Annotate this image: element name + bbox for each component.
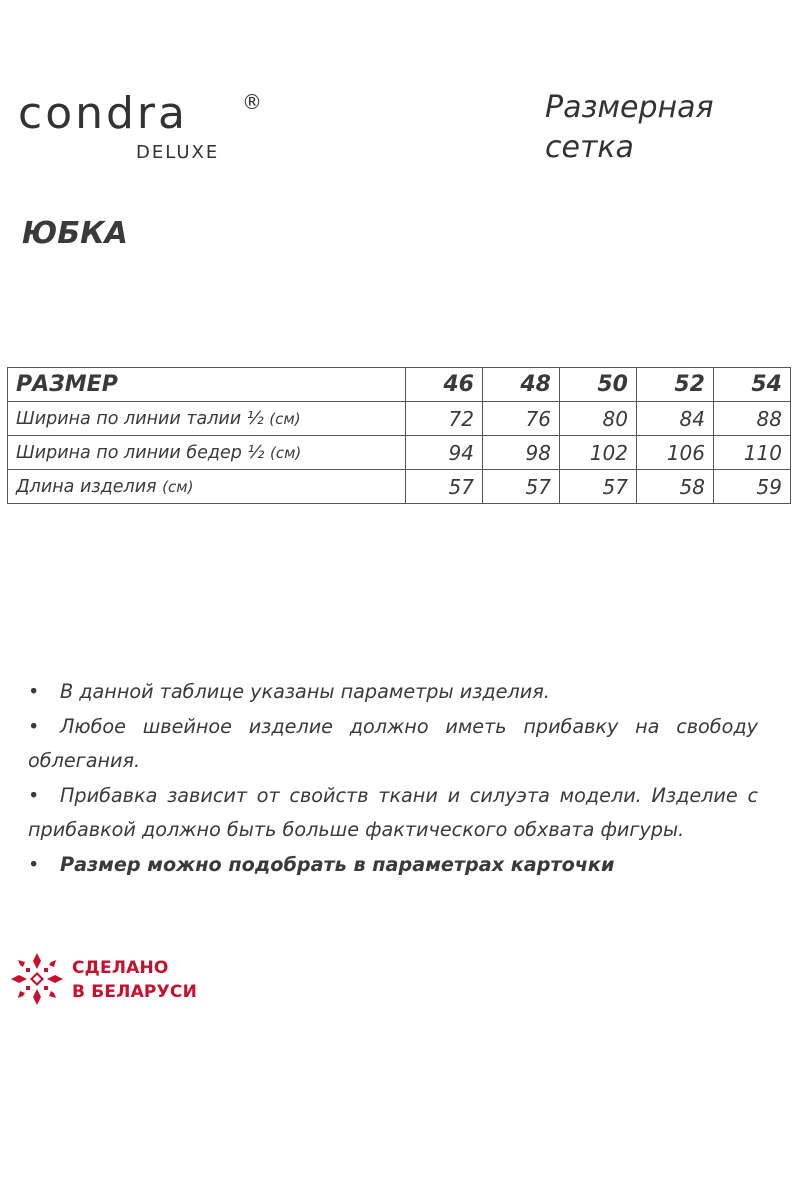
- row-unit: (см): [269, 409, 301, 428]
- size-table: [7, 367, 791, 504]
- made-in-line-1: СДЕЛАНО: [72, 958, 169, 978]
- row-label-cell: [8, 402, 406, 436]
- size-header-label: РАЗМЕР: [8, 368, 406, 402]
- bullet-icon: •: [28, 783, 40, 807]
- brand-line: DELUXE: [136, 142, 220, 163]
- table-cell: 94: [406, 436, 483, 470]
- table-row: [8, 436, 791, 470]
- note-text: Любое швейное изделие должно иметь прибавку на свободу облегания.: [28, 714, 758, 772]
- table-row: [8, 402, 791, 436]
- list-item: [28, 848, 758, 883]
- table-cell: 57: [560, 470, 637, 504]
- brand-name: condra: [18, 88, 188, 139]
- table-cell: 57: [406, 470, 483, 504]
- size-header-cell: 54: [714, 368, 791, 402]
- list-item: [28, 710, 758, 779]
- size-header-cell: 46: [406, 368, 483, 402]
- table-cell: 58: [637, 470, 714, 504]
- list-item: [28, 779, 758, 848]
- page-title-line-2: сетка: [545, 130, 634, 165]
- row-label: Длина изделия: [16, 476, 157, 497]
- note-text: Размер можно подобрать в параметрах карточки: [60, 852, 615, 876]
- page-title-line-1: Размерная: [545, 90, 714, 125]
- table-cell: 102: [560, 436, 637, 470]
- page-title: [545, 88, 785, 168]
- bullet-icon: •: [28, 852, 40, 876]
- table-cell: 57: [483, 470, 560, 504]
- row-label-cell: [8, 436, 406, 470]
- row-unit: (см): [162, 477, 194, 496]
- table-cell: 88: [714, 402, 791, 436]
- row-label: Ширина по линии талии ½: [16, 408, 264, 429]
- registered-mark: ®: [242, 90, 262, 114]
- table-cell: 84: [637, 402, 714, 436]
- belarusian-ornament-icon: [8, 950, 66, 1008]
- table-row: [8, 470, 791, 504]
- table-cell: 110: [714, 436, 791, 470]
- made-in-text: [72, 956, 197, 1004]
- table-header-row: [8, 368, 791, 402]
- bullet-icon: •: [28, 714, 40, 738]
- note-text: Прибавка зависит от свойств ткани и силуэта модели. Изделие с прибавкой должно быть больше фактического обхвата фигуры.: [28, 783, 758, 841]
- table-cell: 80: [560, 402, 637, 436]
- size-header-cell: 50: [560, 368, 637, 402]
- size-header-cell: 52: [637, 368, 714, 402]
- row-unit: (см): [269, 443, 302, 462]
- notes-list: [28, 675, 758, 882]
- row-label: Ширина по линии бедер ½: [16, 442, 265, 463]
- list-item: [28, 675, 758, 710]
- bullet-icon: •: [28, 680, 40, 703]
- made-in-line-2: В БЕЛАРУСИ: [72, 982, 197, 1002]
- row-label-cell: [8, 470, 406, 504]
- table-cell: 98: [483, 436, 560, 470]
- table-cell: 72: [406, 402, 483, 436]
- made-in-badge: [8, 950, 198, 1010]
- brand-logo: [18, 88, 268, 172]
- size-header-cell: 48: [483, 368, 560, 402]
- item-name: ЮБКА: [22, 216, 128, 251]
- note-text: В данной таблице указаны параметры изделия.: [60, 680, 550, 703]
- table-cell: 59: [714, 470, 791, 504]
- table-cell: 106: [637, 436, 714, 470]
- table-cell: 76: [483, 402, 560, 436]
